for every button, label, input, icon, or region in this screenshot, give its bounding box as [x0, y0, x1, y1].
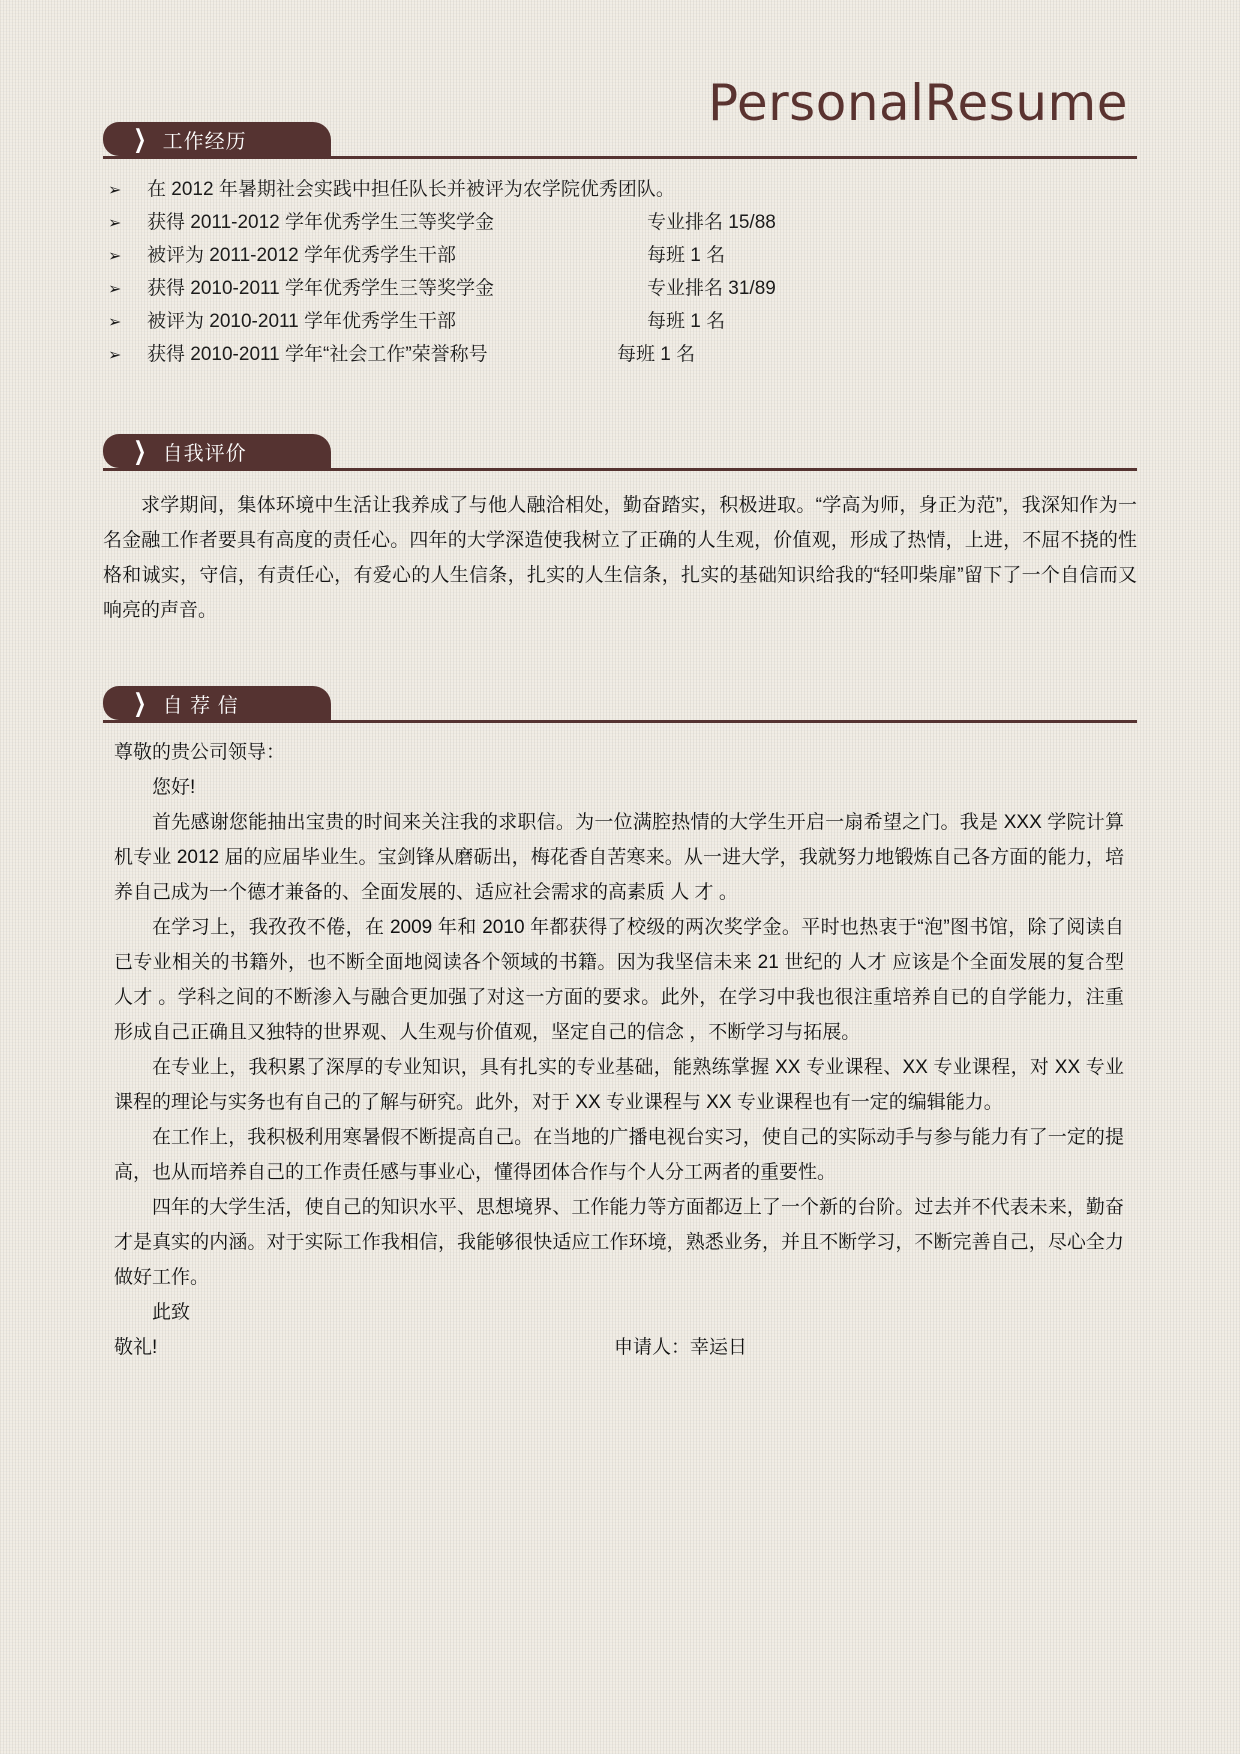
- chevron-right-icon: ❯: [133, 689, 147, 717]
- list-item: [103, 273, 1137, 306]
- page-title: PersonalResume: [707, 74, 1128, 132]
- list-item-aside: 专业排名 31/89: [647, 278, 776, 299]
- letter-paragraph: 四年的大学生活，使自己的知识水平、思想境界、工作能力等方面都迈上了一个新的台阶。过去并不代表未来，勤奋才是真实的内涵。对于实际工作我相信，我能够很快适应工作环境，熟悉业务，并且不断学习，不断完善自己，尽心全力做好工作。: [114, 1197, 1124, 1288]
- letter-paragraph: 在工作上，我积极利用寒暑假不断提高自己。在当地的广播电视台实习，使自己的实际动手与参与能力有了一定的提高，也从而培养自己的工作责任感与事业心，懂得团体合作与个人分工两者的重要性。: [114, 1127, 1124, 1183]
- section-header-work-experience: [103, 122, 1137, 160]
- document-title-area: [707, 74, 1128, 132]
- work-experience-list: [103, 174, 1137, 372]
- list-item-text: 获得 2010-2011 学年“社会工作”荣誉称号: [147, 344, 488, 365]
- letter-paragraph: 在专业上，我积累了深厚的专业知识，具有扎实的专业基础，能熟练掌握 XX 专业课程、XX 专业课程，对 XX 专业课程的理论与实务也有自己的了解与研究。此外，对于 XX 专业课程与 XX 专业课程也有一定的编辑能力。: [114, 1057, 1124, 1113]
- self-evaluation-body: [103, 488, 1137, 628]
- list-item-aside: 专业排名 15/88: [647, 212, 776, 233]
- list-item-aside: 每班 1 名: [647, 311, 726, 332]
- section-divider-rule: [103, 156, 1137, 159]
- section-title-self-evaluation: 自我评价: [162, 442, 247, 465]
- section-divider-rule: [103, 720, 1137, 723]
- list-item-text: 获得 2011-2012 学年优秀学生三等奖学金: [147, 212, 495, 233]
- letter-closing: 敬礼!: [114, 1337, 158, 1358]
- list-item-text: 被评为 2010-2011 学年优秀学生干部: [147, 311, 457, 332]
- section-header-self-evaluation: [103, 434, 1137, 472]
- chevron-right-icon: ❯: [133, 125, 147, 153]
- self-evaluation-paragraph: 求学期间，集体环境中生活让我养成了与他人融洽相处，勤奋踏实，积极进取。“学高为师，身正为范”，我深知作为一名金融工作者要具有高度的责任心。四年的大学深造使我树立了正确的人生观，价值观，形成了热情，上进，不屈不挠的性格和诚实，守信，有责任心，有爱心的人生信条，扎实的人生信条，扎实的基础知识给我的“轻叩柴扉”留下了一个自信而又响亮的声音。: [103, 495, 1137, 621]
- section-title-cover-letter: 自 荐 信: [162, 694, 239, 717]
- list-item-text: 获得 2010-2011 学年优秀学生三等奖学金: [147, 278, 495, 299]
- list-item: [103, 174, 1137, 207]
- section-header-cover-letter: [103, 686, 1137, 724]
- section-title-work-experience: 工作经历: [162, 130, 247, 153]
- letter-paragraph: 在学习上，我孜孜不倦，在 2009 年和 2010 年都获得了校级的两次奖学金。平时也热衷于“泡”图书馆，除了阅读自已专业相关的书籍外，也不断全面地阅读各个领域的书籍。因为我坚信未来 21 世纪的 人才 应该是个全面发展的复合型 人才 。学科之间的不断渗入与融合更加强了对这一方面的要求。此外，在学习中我也很注重培养自已的自学能力，注重形成自己正确且又独特的世界观、人生观与价值观，坚定自己的信念 ，不断学习与拓展。: [114, 917, 1124, 1043]
- list-item-text: 在 2012 年暑期社会实践中担任队长并被评为农学院优秀团队。: [147, 179, 675, 200]
- bullet-arrow-icon: ➢: [108, 182, 122, 199]
- list-item: [103, 240, 1137, 273]
- section-divider-rule: [103, 468, 1137, 471]
- chevron-right-icon: ❯: [133, 437, 147, 465]
- bullet-arrow-icon: ➢: [108, 215, 122, 232]
- letter-signature: 申请人：幸运日: [614, 1337, 748, 1358]
- list-item: [103, 339, 1137, 372]
- list-item: [103, 306, 1137, 339]
- letter-signature-row: [114, 1330, 1124, 1365]
- letter-greeting: 您好!: [152, 777, 196, 798]
- bullet-arrow-icon: ➢: [108, 281, 122, 298]
- list-item-aside: 每班 1 名: [617, 344, 696, 365]
- cover-letter-body: [114, 735, 1124, 1365]
- bullet-arrow-icon: ➢: [108, 314, 122, 331]
- letter-salutation: 尊敬的贵公司领导：: [114, 742, 286, 763]
- bullet-arrow-icon: ➢: [108, 248, 122, 265]
- list-item-text: 被评为 2011-2012 学年优秀学生干部: [147, 245, 457, 266]
- section-banner: [103, 122, 331, 156]
- bullet-arrow-icon: ➢: [108, 347, 122, 364]
- list-item-aside: 每班 1 名: [647, 245, 726, 266]
- list-item: [103, 207, 1137, 240]
- letter-closing-indent: 此致: [152, 1302, 191, 1323]
- section-banner: [103, 434, 331, 468]
- section-banner: [103, 686, 331, 720]
- letter-paragraph: 首先感谢您能抽出宝贵的时间来关注我的求职信。为一位满腔热情的大学生开启一扇希望之门。我是 XXX 学院计算机专业 2012 届的应届毕业生。宝剑锋从磨砺出，梅花香自苦寒来。从一进大学，我就努力地锻炼自己各方面的能力，培养自己成为一个德才兼备的、全面发展的、适应社会需求的高素质 人 才 。: [114, 812, 1124, 903]
